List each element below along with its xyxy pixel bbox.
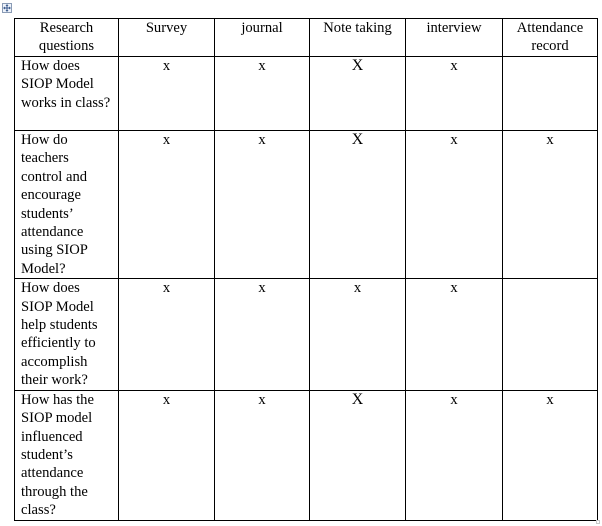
note-taking-mark-cell: X [310,131,406,279]
table-row [15,390,598,520]
header-cell-note-taking: Note taking [310,19,406,57]
survey-mark-cell: x [119,131,215,279]
interview-mark-cell: x [406,131,503,279]
header-cell-journal: journal [215,19,310,57]
header-cell-attendance-record: Attendance record [503,19,598,57]
table-row [15,131,598,279]
question-cell: How does SIOP Model help students efficiently to accomplish their work? [15,279,119,390]
question-cell: How has the SIOP model influenced student’s attendance through the class? [15,390,119,520]
table-move-handle-icon[interactable] [2,3,12,13]
table-resize-handle-icon[interactable] [596,520,600,524]
attendance-record-mark-cell [503,279,598,390]
attendance-record-mark-cell: x [503,390,598,520]
survey-mark-cell: x [119,57,215,131]
header-cell-interview: interview [406,19,503,57]
table-row [15,279,598,390]
survey-mark-cell: x [119,390,215,520]
note-taking-mark-cell: X [310,390,406,520]
interview-mark-cell: x [406,390,503,520]
attendance-record-mark-cell: x [503,131,598,279]
header-cell-survey: Survey [119,19,215,57]
interview-mark-cell: x [406,279,503,390]
journal-mark-cell: x [215,57,310,131]
journal-mark-cell: x [215,279,310,390]
journal-mark-cell: x [215,390,310,520]
interview-mark-cell: x [406,57,503,131]
note-taking-mark-cell: x [310,279,406,390]
research-methods-table [14,18,598,521]
table-header-row [15,19,598,57]
question-cell: How do teachers control and encourage students’ attendance using SIOP Model? [15,131,119,279]
survey-mark-cell: x [119,279,215,390]
attendance-record-mark-cell [503,57,598,131]
note-taking-mark-cell: X [310,57,406,131]
table-row [15,57,598,131]
journal-mark-cell: x [215,131,310,279]
header-cell-research-questions: Research questions [15,19,119,57]
question-cell: How does SIOP Model works in class? [15,57,119,131]
